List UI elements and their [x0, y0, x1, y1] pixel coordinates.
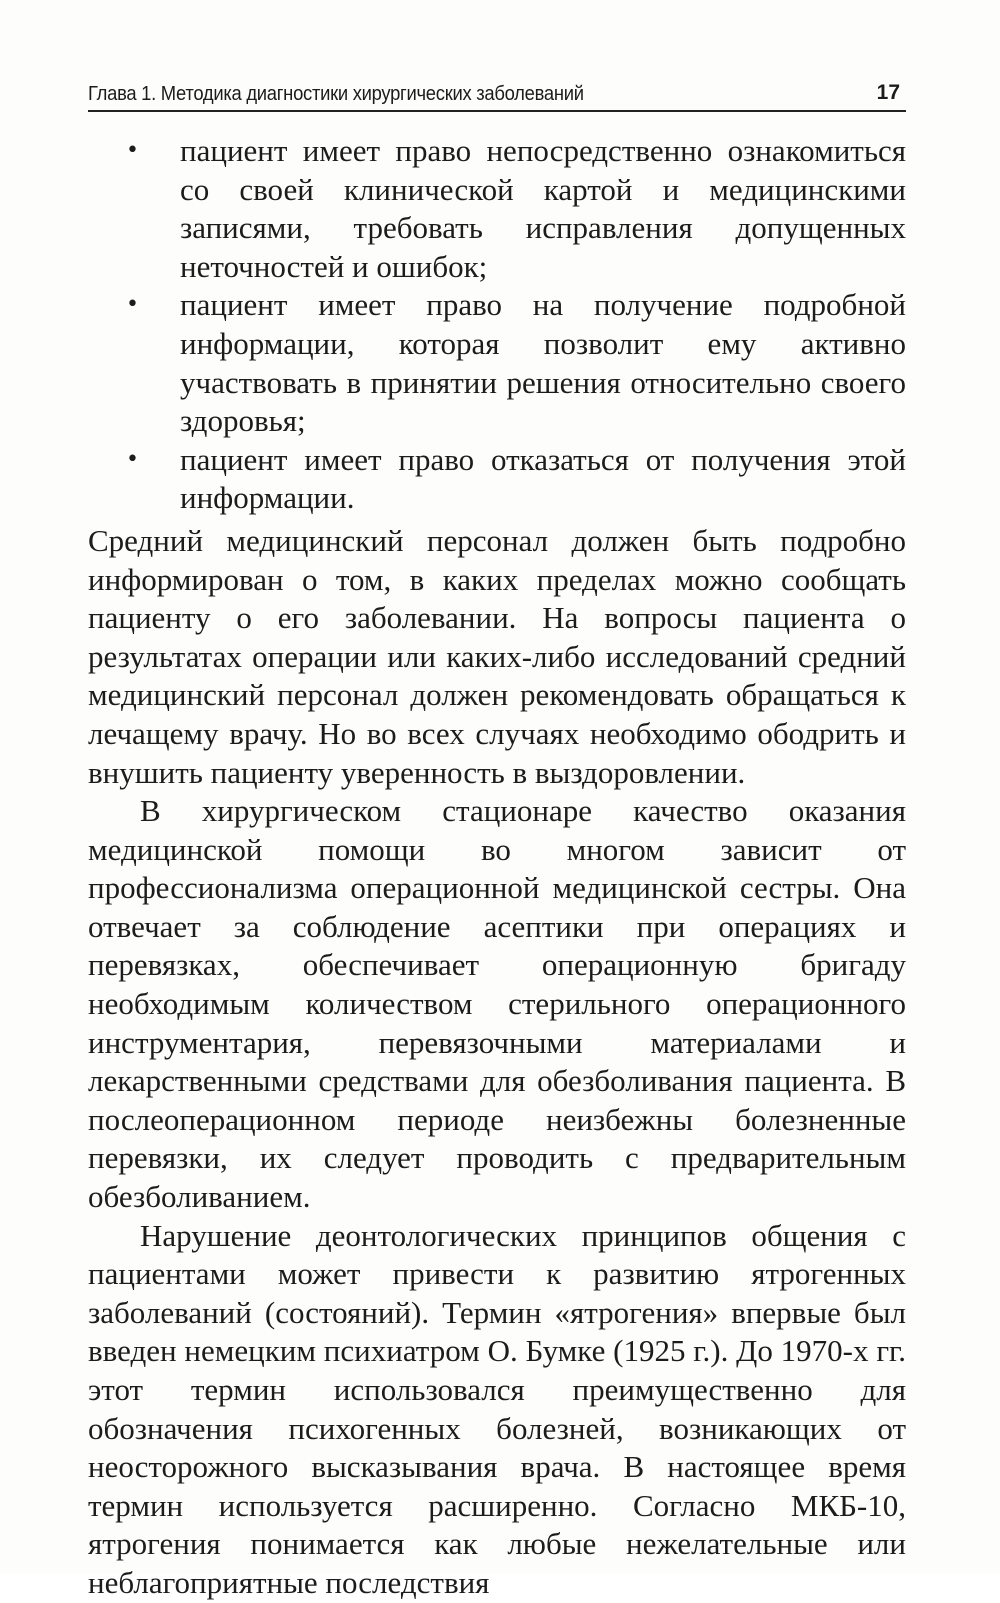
paragraph: В хирургическом стационаре качество оказания медицинской помощи во многом зависит от профессионализма операционной медицинской сестры. Она отвечает за соблюдение асептики при операциях и перевязках, обеспечивает операционную бригаду необходимым количеством стерильного операционного инструментария, перевязочными материалами и лекарственными средствами для обезболивания пациента. В послеоперационном периоде неизбежны болезненные перевязки, их следует проводить с предварительным обезболиванием.: [88, 793, 906, 1215]
chapter-title: Глава 1. Методика диагностики хирургических заболеваний: [88, 83, 584, 105]
list-item: [88, 132, 906, 286]
list-item-text: пациент имеет право отказаться от получения этой информации.: [180, 441, 906, 516]
list-item: [88, 441, 906, 518]
bullet-icon: •: [126, 138, 139, 163]
bullet-icon: •: [126, 292, 139, 318]
paragraph: Нарушение деонтологических принципов общения с пациентами может привести к развитию ятрогенных заболеваний (состояний). Термин «ятрогения» впервые был введен немецким психиатром О. Бумке (1925 г.). До 1970-х гг. этот термин использовался преимущественно для обозначения психогенных болезней, возникающих от неосторожного высказывания врача. В настоящее время термин используется расширенно. Согласно МКБ-10, ятрогения понимается как любые нежелательные или неблагоприятные последствия: [88, 1217, 906, 1600]
page-number: 17: [876, 81, 900, 104]
rights-list: [88, 132, 906, 518]
list-item: [88, 286, 906, 440]
body-text: [88, 132, 906, 1603]
list-item-text: пациент имеет право на получение подробной информации, которая позволит ему активно участвовать в принятии решения относительно своего здоровья;: [180, 287, 906, 439]
paragraph: Средний медицинский персонал должен быть подробно информирован о том, в каких пределах можно сообщать пациенту о его заболевании. На вопросы пациента о результатах операции или каких-либо исследований средний медицинский персонал должен рекомендовать обращаться к лечащему врачу. Но во всех случаях необходимо ободрить и внушить пациенту уверенность в выздоровлении.: [88, 522, 906, 790]
list-item-text: пациент имеет право непосредственно ознакомиться со своей клинической картой и медицинскими записями, требовать исправления допущенных неточностей и ошибок;: [180, 133, 906, 284]
bullet-icon: •: [126, 446, 139, 472]
running-header: [88, 80, 906, 112]
